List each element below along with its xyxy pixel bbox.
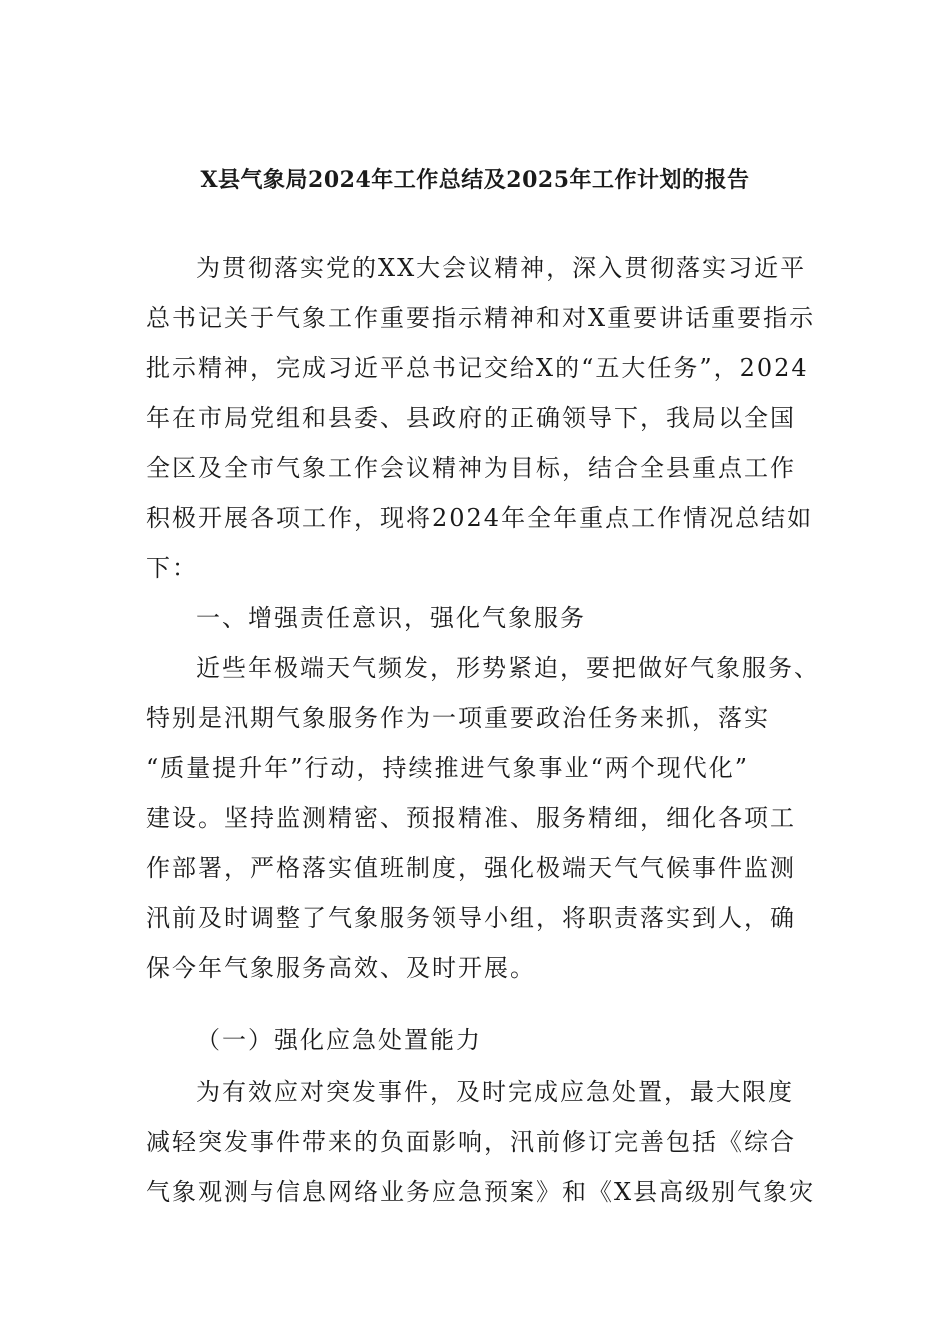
paragraph-line: 积极开展各项工作，现将2024年全年重点工作情况总结如 <box>146 504 814 532</box>
paragraph-line: 减轻突发事件带来的负面影响，汛前修订完善包括《综合 <box>146 1128 796 1156</box>
paragraph-line: 下： <box>146 554 198 582</box>
paragraph-line: 建设。坚持监测精密、预报精准、服务精细，细化各项工 <box>146 804 796 832</box>
paragraph-line: 气象观测与信息网络业务应急预案》和《X县高级别气象灾 <box>146 1178 816 1206</box>
paragraph-line: 汛前及时调整了气象服务领导小组，将职责落实到人，确 <box>146 904 796 932</box>
paragraph-line: 作部署，严格落实值班制度，强化极端天气气候事件监测 <box>146 854 796 882</box>
document-title: X县气象局2024年工作总结及2025年工作计划的报告 <box>200 167 750 193</box>
subsection-heading: （一）强化应急处置能力 <box>196 1026 482 1054</box>
paragraph-line: “质量提升年”行动，持续推进气象事业“两个现代化” <box>146 754 750 782</box>
paragraph-line: 为有效应对突发事件，及时完成应急处置，最大限度 <box>196 1078 794 1106</box>
section-heading: 一、增强责任意识，强化气象服务 <box>196 604 586 632</box>
paragraph-line: 总书记关于气象工作重要指示精神和对X重要讲话重要指示 <box>146 304 816 332</box>
paragraph-line: 特别是汛期气象服务作为一项重要政治任务来抓，落实 <box>146 704 770 732</box>
paragraph-line: 保今年气象服务高效、及时开展。 <box>146 954 536 982</box>
paragraph-line: 近些年极端天气频发，形势紧迫，要把做好气象服务、 <box>196 654 820 682</box>
paragraph-line: 全区及全市气象工作会议精神为目标，结合全县重点工作 <box>146 454 796 482</box>
paragraph-line: 批示精神，完成习近平总书记交给X的“五大任务”，2024 <box>146 354 809 382</box>
paragraph-line: 为贯彻落实党的XX大会议精神，深入贯彻落实习近平 <box>196 254 807 282</box>
paragraph-line: 年在市局党组和县委、县政府的正确领导下，我局以全国 <box>146 404 796 432</box>
